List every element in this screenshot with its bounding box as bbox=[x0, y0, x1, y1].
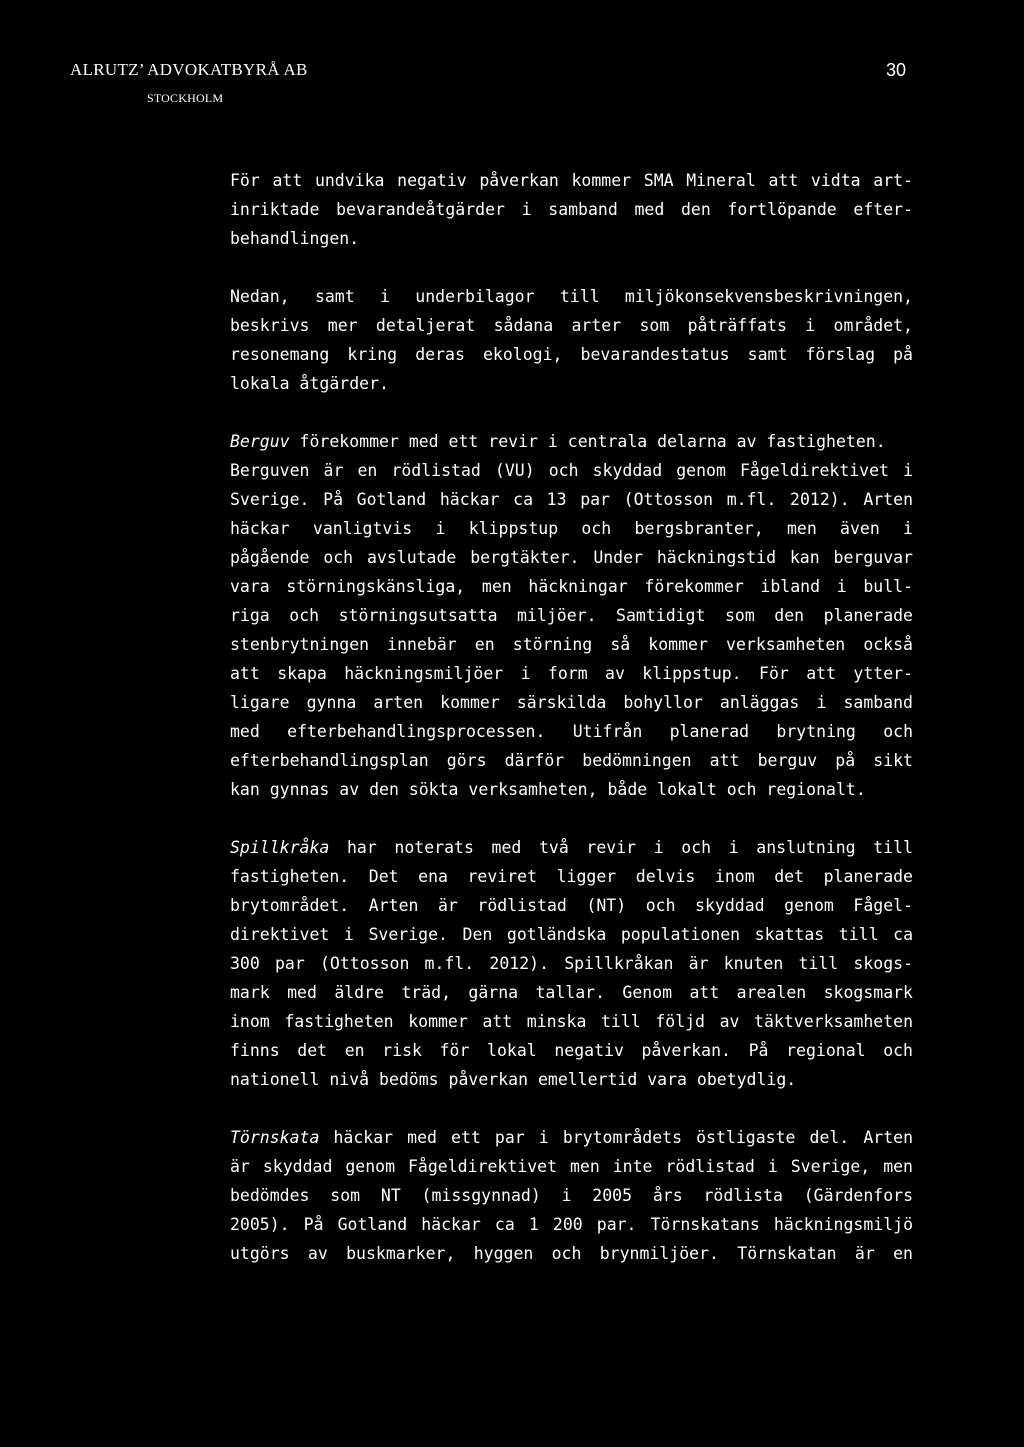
text-line: utgörs av buskmarker, hyggen och brynmiljöer. Törnskatan är en bbox=[230, 1244, 913, 1263]
species-name: Berguv bbox=[230, 432, 290, 451]
text-line: Nedan, samt i underbilagor till miljökonsekvensbeskrivningen, bbox=[230, 287, 913, 306]
text-line bbox=[230, 427, 913, 456]
text-line: resonemang kring deras ekologi, bevarandestatus samt förslag på bbox=[230, 345, 913, 364]
firm-city: STOCKHOLM bbox=[147, 91, 224, 105]
text-line: lokala åtgärder. bbox=[230, 374, 389, 393]
text-line: inom fastigheten kommer att minska till följd av täktverksamheten bbox=[230, 1012, 913, 1031]
text-line: riga och störningsutsatta miljöer. Samtidigt som den planerade bbox=[230, 606, 913, 625]
page-number: 30 bbox=[886, 60, 907, 80]
text-line-rest: häckar med ett par i brytområdets östligaste del. Arten bbox=[319, 1128, 913, 1147]
paragraph-spillkraka bbox=[230, 833, 913, 1094]
text-line: vara störningskänsliga, men häckningar förekommer ibland i bull- bbox=[230, 577, 913, 596]
document-body bbox=[230, 166, 913, 1297]
text-line: pågående och avslutade bergtäkter. Under häckningstid kan berguvar bbox=[230, 548, 913, 567]
text-line: nationell nivå bedöms påverkan emellertid vara obetydlig. bbox=[230, 1070, 797, 1089]
paragraph-intro bbox=[230, 166, 913, 253]
text-line: efterbehandlingsplan görs därför bedömningen att berguv på sikt bbox=[230, 751, 913, 770]
text-line: beskrivs mer detaljerat sådana arter som påträffats i området, bbox=[230, 316, 913, 335]
text-line: Sverige. På Gotland häckar ca 13 par (Ottosson m.fl. 2012). Arten bbox=[230, 490, 913, 509]
firm-name: ALRUTZ’ ADVOKATBYRÅ AB bbox=[70, 60, 308, 79]
text-line: mark med äldre träd, gärna tallar. Genom att arealen skogsmark bbox=[230, 983, 913, 1002]
text-line: fastigheten. Det ena reviret ligger delvis inom det planerade bbox=[230, 867, 913, 886]
text-line: inriktade bevarandeåtgärder i samband med den fortlöpande efter- bbox=[230, 200, 913, 219]
text-line bbox=[230, 1123, 913, 1152]
species-name: Spillkråka bbox=[230, 838, 330, 857]
text-line: att skapa häckningsmiljöer i form av klippstup. För att ytter- bbox=[230, 664, 913, 683]
text-line: 2005). På Gotland häckar ca 1 200 par. Törnskatans häckningsmiljö bbox=[230, 1215, 913, 1234]
text-line-rest: har noterats med två revir i och i anslutning till bbox=[329, 838, 913, 857]
paragraph-berguv bbox=[230, 427, 913, 804]
text-line: finns det en risk för lokal negativ påverkan. På regional och bbox=[230, 1041, 913, 1060]
text-line: häckar vanligtvis i klippstup och bergsbranter, men även i bbox=[230, 519, 913, 538]
text-line: Berguven är en rödlistad (VU) och skyddad genom Fågeldirektivet i bbox=[230, 461, 913, 480]
text-line: brytområdet. Arten är rödlistad (NT) och skyddad genom Fågel- bbox=[230, 896, 913, 915]
text-line: För att undvika negativ påverkan kommer SMA Mineral att vidta art- bbox=[230, 171, 913, 190]
paragraph-tornskata bbox=[230, 1123, 913, 1268]
text-line bbox=[230, 833, 913, 862]
text-line-rest: förekommer med ett revir i centrala delarna av fastigheten. bbox=[289, 432, 886, 451]
text-line: med efterbehandlingsprocessen. Utifrån planerad brytning och bbox=[230, 722, 913, 741]
text-line: stenbrytningen innebär en störning så kommer verksamheten också bbox=[230, 635, 913, 654]
text-line: ligare gynna arten kommer särskilda bohyllor anläggas i samband bbox=[230, 693, 913, 712]
text-line: är skyddad genom Fågeldirektivet men inte rödlistad i Sverige, men bbox=[230, 1157, 913, 1176]
text-line: 300 par (Ottosson m.fl. 2012). Spillkråkan är knuten till skogs- bbox=[230, 954, 913, 973]
text-line: behandlingen. bbox=[230, 229, 360, 248]
paragraph-overview bbox=[230, 282, 913, 398]
text-line: kan gynnas av den sökta verksamheten, både lokalt och regionalt. bbox=[230, 780, 866, 799]
text-line: direktivet i Sverige. Den gotländska populationen skattas till ca bbox=[230, 925, 913, 944]
species-name: Törnskata bbox=[230, 1128, 320, 1147]
text-line: bedömdes som NT (missgynnad) i 2005 års rödlista (Gärdenfors bbox=[230, 1186, 913, 1205]
